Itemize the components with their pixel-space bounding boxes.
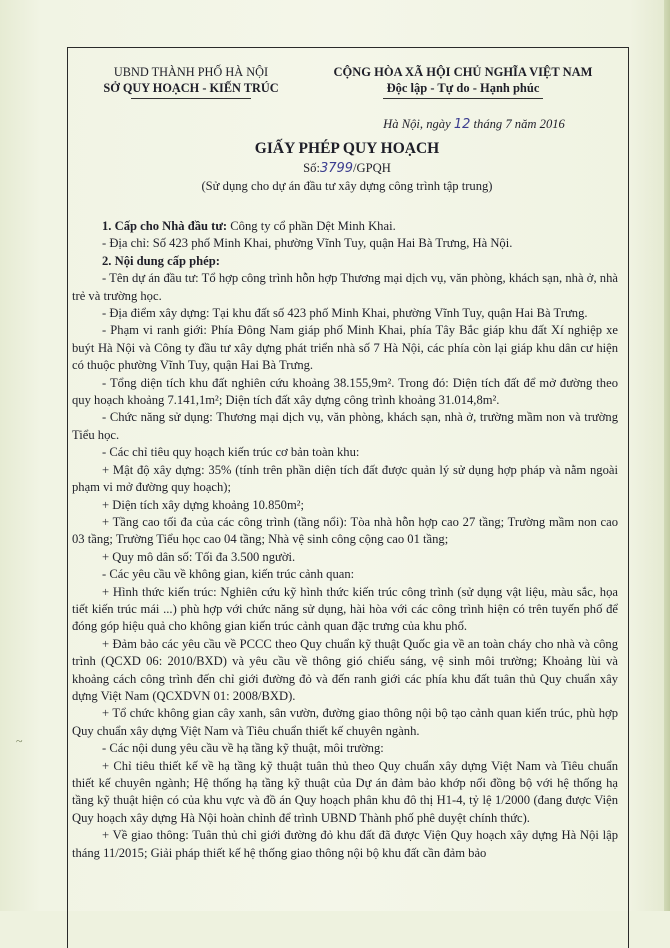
page-edge [664, 0, 670, 911]
indicators-heading: - Các chỉ tiêu quy hoạch kiến trúc cơ bản toàn khu: [102, 445, 360, 460]
date-prefix: Hà Nội, ngày [383, 117, 451, 131]
construction-location: - Địa điểm xây dựng: Tại khu đất số 423 phố Minh Khai, phường Vĩnh Tuy, quận Hai Bà Trưng. [102, 306, 588, 321]
number-prefix: Số: [303, 161, 320, 175]
boundary-scope: - Phạm vi ranh giới: Phía Đông Nam giáp phố Minh Khai, phía Tây Bắc giáp khu đất Xí nghiệp xe buýt Hà Nội và Công ty đầu tư xây dựng phát triển nhà số 7 Hà Nội, các phía còn lại giáp khu dân cư hiện có thuộc phường Vĩnh Tuy, quận Hai Bà Trưng. [72, 323, 618, 373]
section-2-label: 2. Nội dung cấp phép: [102, 253, 220, 268]
project-name: - Tên dự án đầu tư: Tổ hợp công trình hỗn hợp Thương mại dịch vụ, văn phòng, khách sạn, nhà ở, nhà trẻ và trường học. [72, 271, 618, 303]
document-body [72, 218, 618, 862]
number-suffix: /GPQH [353, 161, 391, 175]
national-motto: Độc lập - Tự do - Hạnh phúc [386, 81, 540, 95]
floor-heights: + Tầng cao tối đa của các công trình (tầng nổi): Tòa nhà hỗn hợp cao 27 tầng; Trường mầm non cao 03 tầng; Trường Tiểu học cao 04 tầng; Nhà vệ sinh công cộng cao 01 tầng; [72, 514, 618, 547]
landscape-organization: + Tổ chức không gian cây xanh, sân vườn, đường giao thông nội bộ tạo cảnh quan kiến trúc, phù hợp Quy chuẩn xây dựng Việt Nam và Tiêu chuẩn thiết kế chuyên ngành. [72, 706, 618, 738]
motto-underline [383, 98, 543, 99]
section-1-label: 1. Cấp cho Nhà đầu tư: [102, 219, 228, 233]
population-scale: + Quy mô dân số: Tối đa 3.500 người. [102, 549, 296, 564]
issue-date [324, 116, 624, 133]
issuer-underline [131, 98, 251, 99]
document-number [72, 160, 622, 177]
issuer-line1: UBND THÀNH PHỐ HÀ NỘI [113, 65, 269, 79]
space-requirements-heading: - Các yêu cầu về không gian, kiến trúc cảnh quan: [102, 567, 355, 582]
issuer-header [86, 64, 296, 99]
land-area: - Tổng diện tích khu đất nghiên cứu khoảng 38.155,9m². Trong đó: Diện tích đất để mở đường theo quy hoạch khoảng 7.141,1m²; Diện tích đất xây dựng công trình khoảng 31.014,8m². [72, 375, 618, 408]
infrastructure-heading: - Các nội dung yêu cầu về hạ tầng kỹ thuật, môi trường: [102, 741, 384, 756]
investor-address: - Địa chỉ: Số 423 phố Minh Khai, phường Vĩnh Tuy, quận Hai Bà Trưng, Hà Nội. [102, 236, 513, 251]
infrastructure-criteria: + Chỉ tiêu thiết kế về hạ tầng kỹ thuật tuân thủ theo Quy chuẩn xây dựng Việt Nam và Tiêu chuẩn thiết kế chuyên ngành; Hệ thống hạ tầng kỹ thuật của Dự án đảm bảo khớp nối đồng bộ với hệ thống hạ tầng kỹ thuật hiện có của khu vực và đồ án Quy hoạch phân khu đô thị H1-4, tỷ lệ 1/2000 (đang được Viện Quy hoạch xây dựng Hà Nội hoàn chỉnh để trình UBND Thành phố phê duyệt chính thức). [72, 758, 618, 825]
date-day-handwritten: 12 [453, 117, 471, 132]
architecture-form: + Hình thức kiến trúc: Nghiên cứu kỹ hình thức kiến trúc công trình (sử dụng vật liệu, màu sắc, họa tiết kiến trúc mái ...) phù hợp với chức năng sử dụng, hài hòa với các công trình hiện có trên tuyến phố để đóng góp hiệu quả cho không gian kiến trúc cảnh quan đặc trưng của khu phố. [72, 584, 618, 634]
built-area: + Diện tích xây dựng khoảng 10.850m²; [102, 497, 305, 512]
national-header [304, 64, 622, 99]
investor-name: Công ty cổ phần Dệt Minh Khai. [227, 219, 396, 233]
national-title: CỘNG HÒA XÃ HỘI CHỦ NGHĨA VIỆT NAM [333, 65, 593, 79]
issuer-line2: SỞ QUY HOẠCH - KIẾN TRÚC [103, 81, 279, 95]
traffic-requirements: + Về giao thông: Tuân thủ chỉ giới đường đỏ khu đất đã được Viện Quy hoạch xây dựng Hà Nội lập tháng 11/2015; Giải pháp thiết kế hệ thống giao thông nội bộ khu đất cần đảm bảo [72, 828, 618, 860]
date-suffix: tháng 7 năm 2016 [473, 117, 565, 131]
building-density: + Mật độ xây dựng: 35% (tính trên phần diện tích đất được quản lý sử dụng hợp pháp và nằm ngoài phạm vi mở đường quy hoạch); [72, 462, 618, 495]
section-1 [72, 218, 618, 235]
number-handwritten: 3799 [319, 161, 354, 176]
stray-mark: ~ [16, 734, 23, 748]
document-title: GIẤY PHÉP QUY HOẠCH [254, 140, 440, 157]
document-subtitle: (Sử dụng cho dự án đầu tư xây dựng công trình tập trung) [201, 179, 493, 193]
usage-function: - Chức năng sử dụng: Thương mại dịch vụ, văn phòng, khách sạn, nhà ở, trường mầm non và trường Tiểu học. [72, 410, 618, 442]
fire-safety: + Đảm bảo các yêu cầu về PCCC theo Quy chuẩn kỹ thuật Quốc gia về an toàn cháy cho nhà và công trình (QCXD 06: 2010/BXD) và yêu cầu về thông gió chiếu sáng, vệ sinh môi trường; Khoảng lùi và khoảng cách công trình đến chỉ giới đường đỏ và đến ranh giới các phía khu đất tuân thủ Quy chuẩn xây dựng Việt Nam (QCXDVN 01: 2008/BXD). [72, 636, 618, 703]
